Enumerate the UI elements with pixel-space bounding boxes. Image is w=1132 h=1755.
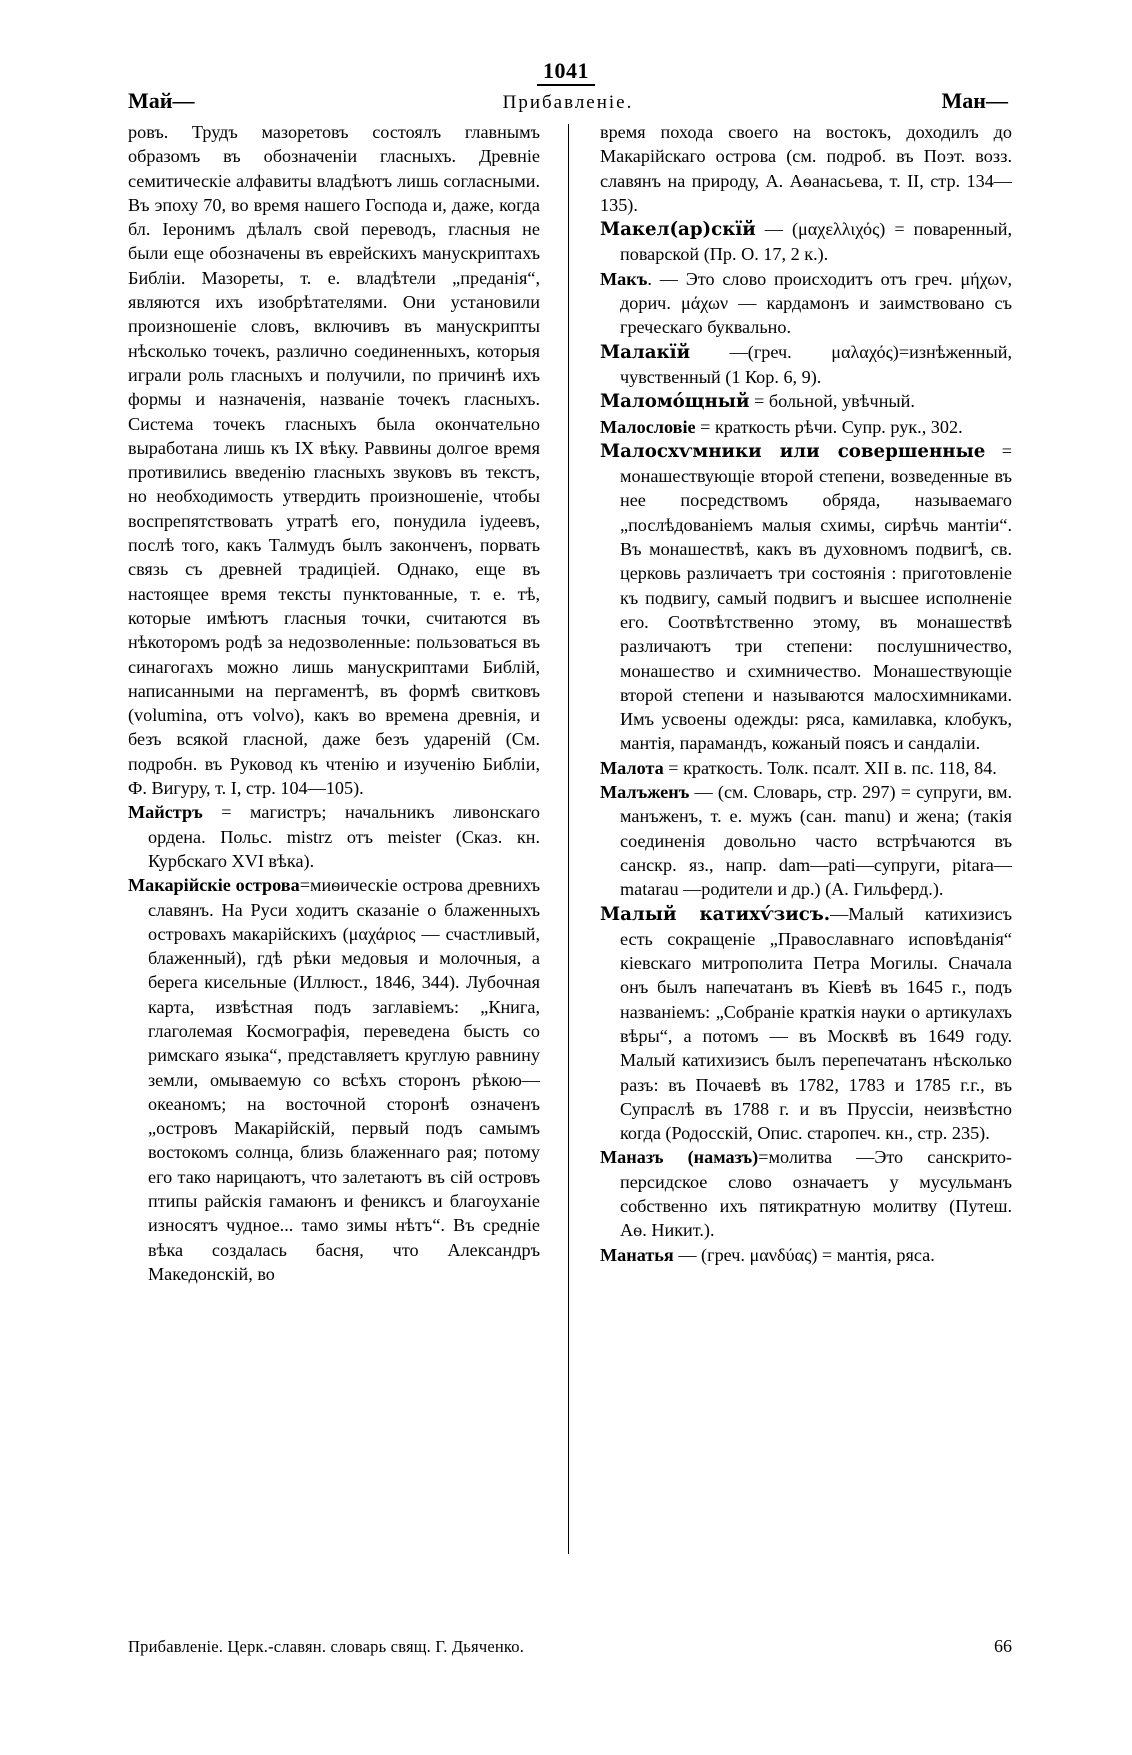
entry-body: = краткость. Толк. псалт. XII в. пс. 118, 84. bbox=[663, 757, 997, 778]
entry-headword: Маназъ (намазъ) bbox=[600, 1147, 759, 1168]
entry-headword: Майстръ bbox=[128, 802, 203, 823]
entry-body: —(греч. μαλαχός)=изнѣженный, чувственный (1 Кор. 6, 9). bbox=[620, 341, 1012, 387]
left-column bbox=[128, 120, 540, 1286]
page-number: 1041 bbox=[537, 58, 595, 86]
entry-headword: Манатья bbox=[600, 1244, 674, 1265]
running-head-right: Ман— bbox=[941, 88, 1008, 113]
running-head-center: Прибавленіе. bbox=[502, 92, 634, 113]
column-divider bbox=[568, 124, 569, 1554]
page-footer bbox=[128, 1636, 1012, 1657]
right-column bbox=[600, 120, 1012, 1267]
running-head bbox=[128, 88, 1008, 114]
dictionary-entry bbox=[600, 389, 1012, 414]
dictionary-entry bbox=[600, 780, 1012, 901]
paragraph-continued: время похода своего на востокъ, доходилъ до Макарійскаго острова (см. подроб. въ Поэт. возз. славянъ на природу, А. Аѳанасьева, т. II, стр. 134—135). bbox=[600, 122, 1012, 215]
dictionary-entry bbox=[600, 439, 1012, 756]
entry-headword: Макел(ар)скїй bbox=[600, 219, 756, 241]
entry-body: — (см. Словарь, стр. 297) = супруги, вм. манъженъ, т. е. мужъ (сан. manu) и жена; (такія соединенія довольно часто встрѣчаются въ санскр. яз., напр. dam—pati—супруги, pitara—matarau —родители и др.) (А. Гильферд.). bbox=[620, 782, 1012, 900]
entry-headword: Малословіе bbox=[600, 416, 696, 437]
entry-body: = больной, увѣчный. bbox=[749, 391, 915, 412]
entry-body: . — Это слово происходитъ отъ греч. μήχων, дорич. μάχων — кардамонъ и заимствовано съ греческаго буквально. bbox=[620, 268, 1012, 338]
entry-body: = монашествующіе второй степени, возведенные въ нее посредствомъ обряда, называемаго „послѣдованіемъ малыя схимы, сирѣчь мантіи“. Въ монашествѣ, какъ въ духовномъ подвигѣ, св. церковь различаетъ три состоянія : приготовленіе къ подвигу, самый подвигъ и высшее исполненіе его. Соотвѣтственно этому, въ монашествѣ различаютъ три степени: послушничество, монашество и схимничество. Монашествующіе второй степени и называются малосхимниками. Имъ усвоены одежды: ряса, камилавка, клобукъ, мантія, парамандъ, кожаный поясъ и сандаліи. bbox=[620, 440, 1012, 754]
entry-body: =миѳическіе острова древнихъ славянъ. На Руси ходитъ сказаніе о блаженныхъ островахъ макарійскихъ (μαχάριος — счастливый, блаженный), гдѣ рѣки медовыя и молочныя, а берега кисельные (Иллюст., 1846, 344). Лубочная карта, извѣстная подъ заглавіемъ: „Книга, глаголемая Космографія, переведена бысть со римскаго языка“, представляетъ круглую равнину земли, омываемую со всѣхъ сторонъ рѣкою—океаномъ; на восточной сторонѣ означенъ „островъ Макарійскій, первый подъ самымъ востокомъ солнца, близь блаженнаго рая; потому его тако нарицаютъ, что залетаютъ въ сій островъ птипы райскія гамаюнъ и фениксъ и благоуханіе износятъ чудное... тамо зимы нѣтъ“. Въ средніе вѣка создалась басня, что Александръ Македонскій, во bbox=[148, 875, 540, 1284]
footer-page-signature: 66 bbox=[994, 1636, 1012, 1656]
dictionary-entry bbox=[600, 1243, 1012, 1267]
entry-body: = магистръ; начальникъ ливонскаго ордена. Польс. mistrz отъ meister (Сказ. кн. Курбскаго XVI вѣка). bbox=[148, 802, 540, 871]
dictionary-entry bbox=[600, 267, 1012, 340]
entry-headword: Малакїй bbox=[600, 341, 691, 363]
dictionary-entry bbox=[600, 756, 1012, 780]
dictionary-entry bbox=[600, 340, 1012, 390]
dictionary-entry bbox=[128, 800, 540, 873]
running-head-left: Май— bbox=[128, 88, 195, 113]
entry-body: =молитва —Это санскрито-персидское слово означаетъ у мусульманъ собственно ихъ пятикратную молитву (Путеш. Аѳ. Никит.). bbox=[620, 1147, 1012, 1241]
entry-body: = краткость рѣчи. Супр. рук., 302. bbox=[695, 416, 963, 437]
entry-body: —Малый катихизисъ есть сокращеніе „Православнаго исповѣданія“ кіевскаго митрополита Петра Могилы. Сначала онъ былъ напечатанъ въ Кіевѣ въ 1645 г., подъ названіемъ: „Собраніе краткія науки о артикулахъ вѣры“, а потомъ — въ Москвѣ въ 1649 году. Малый катихизисъ былъ перепечатанъ нѣсколько разъ: въ Почаевѣ въ 1782, 1783 и 1785 г.г., въ Супраслѣ въ 1788 г. и въ Пруссіи, неизвѣстно когда (Родосскій, Опис. старопеч. кн., стр. 235). bbox=[620, 903, 1012, 1144]
entry-body: — (греч. μανδύας) = мантія, ряса. bbox=[673, 1244, 935, 1265]
entry-headword: Малота bbox=[600, 757, 664, 778]
dictionary-entry bbox=[600, 1145, 1012, 1242]
dictionary-entry bbox=[128, 873, 540, 1286]
page-number-container bbox=[0, 58, 1132, 84]
entry-headword: Макарійскіе острова bbox=[128, 875, 300, 896]
entry-headword: Малъженъ bbox=[600, 782, 690, 803]
dictionary-entry bbox=[600, 415, 1012, 439]
paragraph-continued: ровъ. Трудъ мазоретовъ состоялъ главнымъ образомъ въ обозначеніи гласныхъ. Древніе семитическіе алфавиты владѣютъ лишь согласными. Въ эпоху 70, во время нашего Господа и, даже, когда бл. Іеронимъ дѣлалъ свой переводъ, гласныя не были еще обозначены въ еврейскихъ манускриптахъ Библіи. Мазореты, т. е. владѣтели „преданія“, являются ихъ изобрѣтателями. Они установили произношеніе словъ, включивъ въ манускрипты нѣсколько точекъ, различно соединенныхъ, которыя играли роль гласныхъ и получили, по причинѣ ихъ формы и назначенія, названіе точекъ гласныхъ. Система точекъ гласныхъ была окончательно выработана лишь къ IX вѣку. Раввины долгое время противились введенію гласныхъ звуковъ въ текстъ, но необходимость утвердить произношеніе, чтобы воспрепятствовать утратѣ его, понудила іудеевъ, послѣ того, какъ Талмудъ былъ законченъ, порвать связь съ древней традиціей. Однако, еще въ настоящее время тексты пунктованные, т. е. тѣ, которые имѣютъ гласныя точки, считаются въ нѣкоторомъ родѣ за недозволенные: пользоваться въ синагогахъ можно лишь манускриптами Библій, написанными на пергаментѣ, въ формѣ свитковъ (volumina, отъ volvo), какъ во времена древнія, и безъ всякой гласной, даже безъ удареній (См. подробн. въ Руковод къ чтенію и изученію Библіи, Ф. Вигуру, т. I, стр. 104—105). bbox=[128, 122, 540, 799]
entry-headword: Макъ bbox=[600, 268, 648, 289]
dictionary-entry bbox=[600, 902, 1012, 1146]
entry-headword: Малосхѵмники или совершенные bbox=[600, 440, 986, 462]
footer-signature: Прибавленіе. Церк.-славян. словарь свящ. Г. Дьяченко. bbox=[128, 1637, 525, 1656]
columns-container bbox=[128, 120, 1012, 1600]
entry-headword: Маломо́щный bbox=[600, 391, 750, 413]
entry-headword: Малый катихѵ́зисъ. bbox=[600, 903, 831, 925]
dictionary-entry bbox=[600, 217, 1012, 267]
entry-body: — (μαχελλιχός) = поваренный, поварской (Пр. О. 17, 2 к.). bbox=[620, 219, 1012, 265]
